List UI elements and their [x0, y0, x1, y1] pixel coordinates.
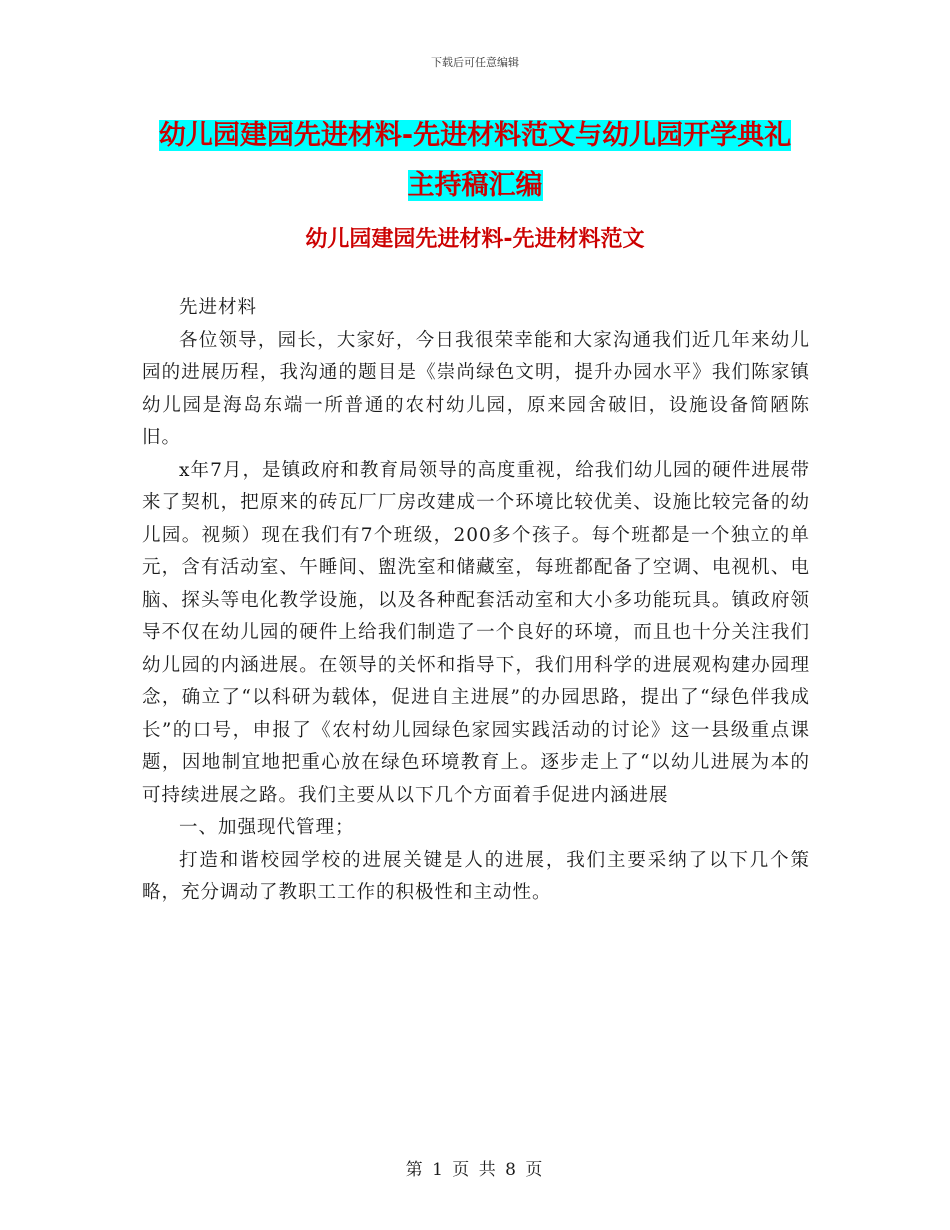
page-number: 第 1 页 共 8 页 — [405, 1160, 545, 1180]
title-line-1: 幼儿园建园先进材料-先进材料范文与幼儿园开学典礼 — [158, 120, 792, 151]
paragraph-heading: 先进材料 — [179, 297, 258, 318]
document-title — [140, 111, 810, 211]
paragraph-intro: 各位领导，园长，大家好，今日我很荣幸能和大家沟通我们近几年来幼儿园的进展历程，我沟通的题目是《崇尚绿色文明，提升办园水平》我们陈家镇幼儿园是海岛东端一所普通的农村幼儿园，原来园舍破旧，设施设备简陋陈旧。 — [142, 329, 810, 448]
paragraph-subheading: 一、加强现代管理； — [179, 817, 355, 838]
paragraph-history: x年7月，是镇政府和教育局领导的高度重视，给我们幼儿园的硬件进展带来了契机，把原来的砖瓦厂厂房改建成一个环境比较优美、设施比较完备的幼儿园。视频）现在我们有7个班级，200多个孩子。每个班都是一个独立的单元，含有活动室、午睡间、盥洗室和储藏室，每班都配备了空调、电视机、电脑、探头等电化教学设施，以及各种配套活动室和大小多功能玩具。镇政府领导不仅在幼儿园的硬件上给我们制造了一个良好的环境，而且也十分关注我们幼儿园的内涵进展。在领导的关怀和指导下，我们用科学的进展观构建办园理念，确立了“以科研为载体，促进自主进展”的办园思路，提出了“绿色伴我成长”的口号，申报了《农村幼儿园绿色家园实践活动的讨论》这一县级重点课题，因地制宜地把重心放在绿色环境教育上。逐步走上了“以幼儿进展为本的可持续进展之路。我们主要从以下几个方面着手促进内涵进展 — [142, 459, 810, 806]
section-title: 幼儿园建园先进材料-先进材料范文 — [305, 227, 645, 252]
paragraph-strategy: 打造和谐校园学校的进展关键是人的进展，我们主要采纳了以下几个策略，充分调动了教职工工作的积极性和主动性。 — [142, 849, 810, 903]
header-note: 下载后可任意编辑 — [431, 56, 519, 69]
title-line-2: 主持稿汇编 — [407, 170, 543, 201]
body-text — [142, 292, 810, 910]
